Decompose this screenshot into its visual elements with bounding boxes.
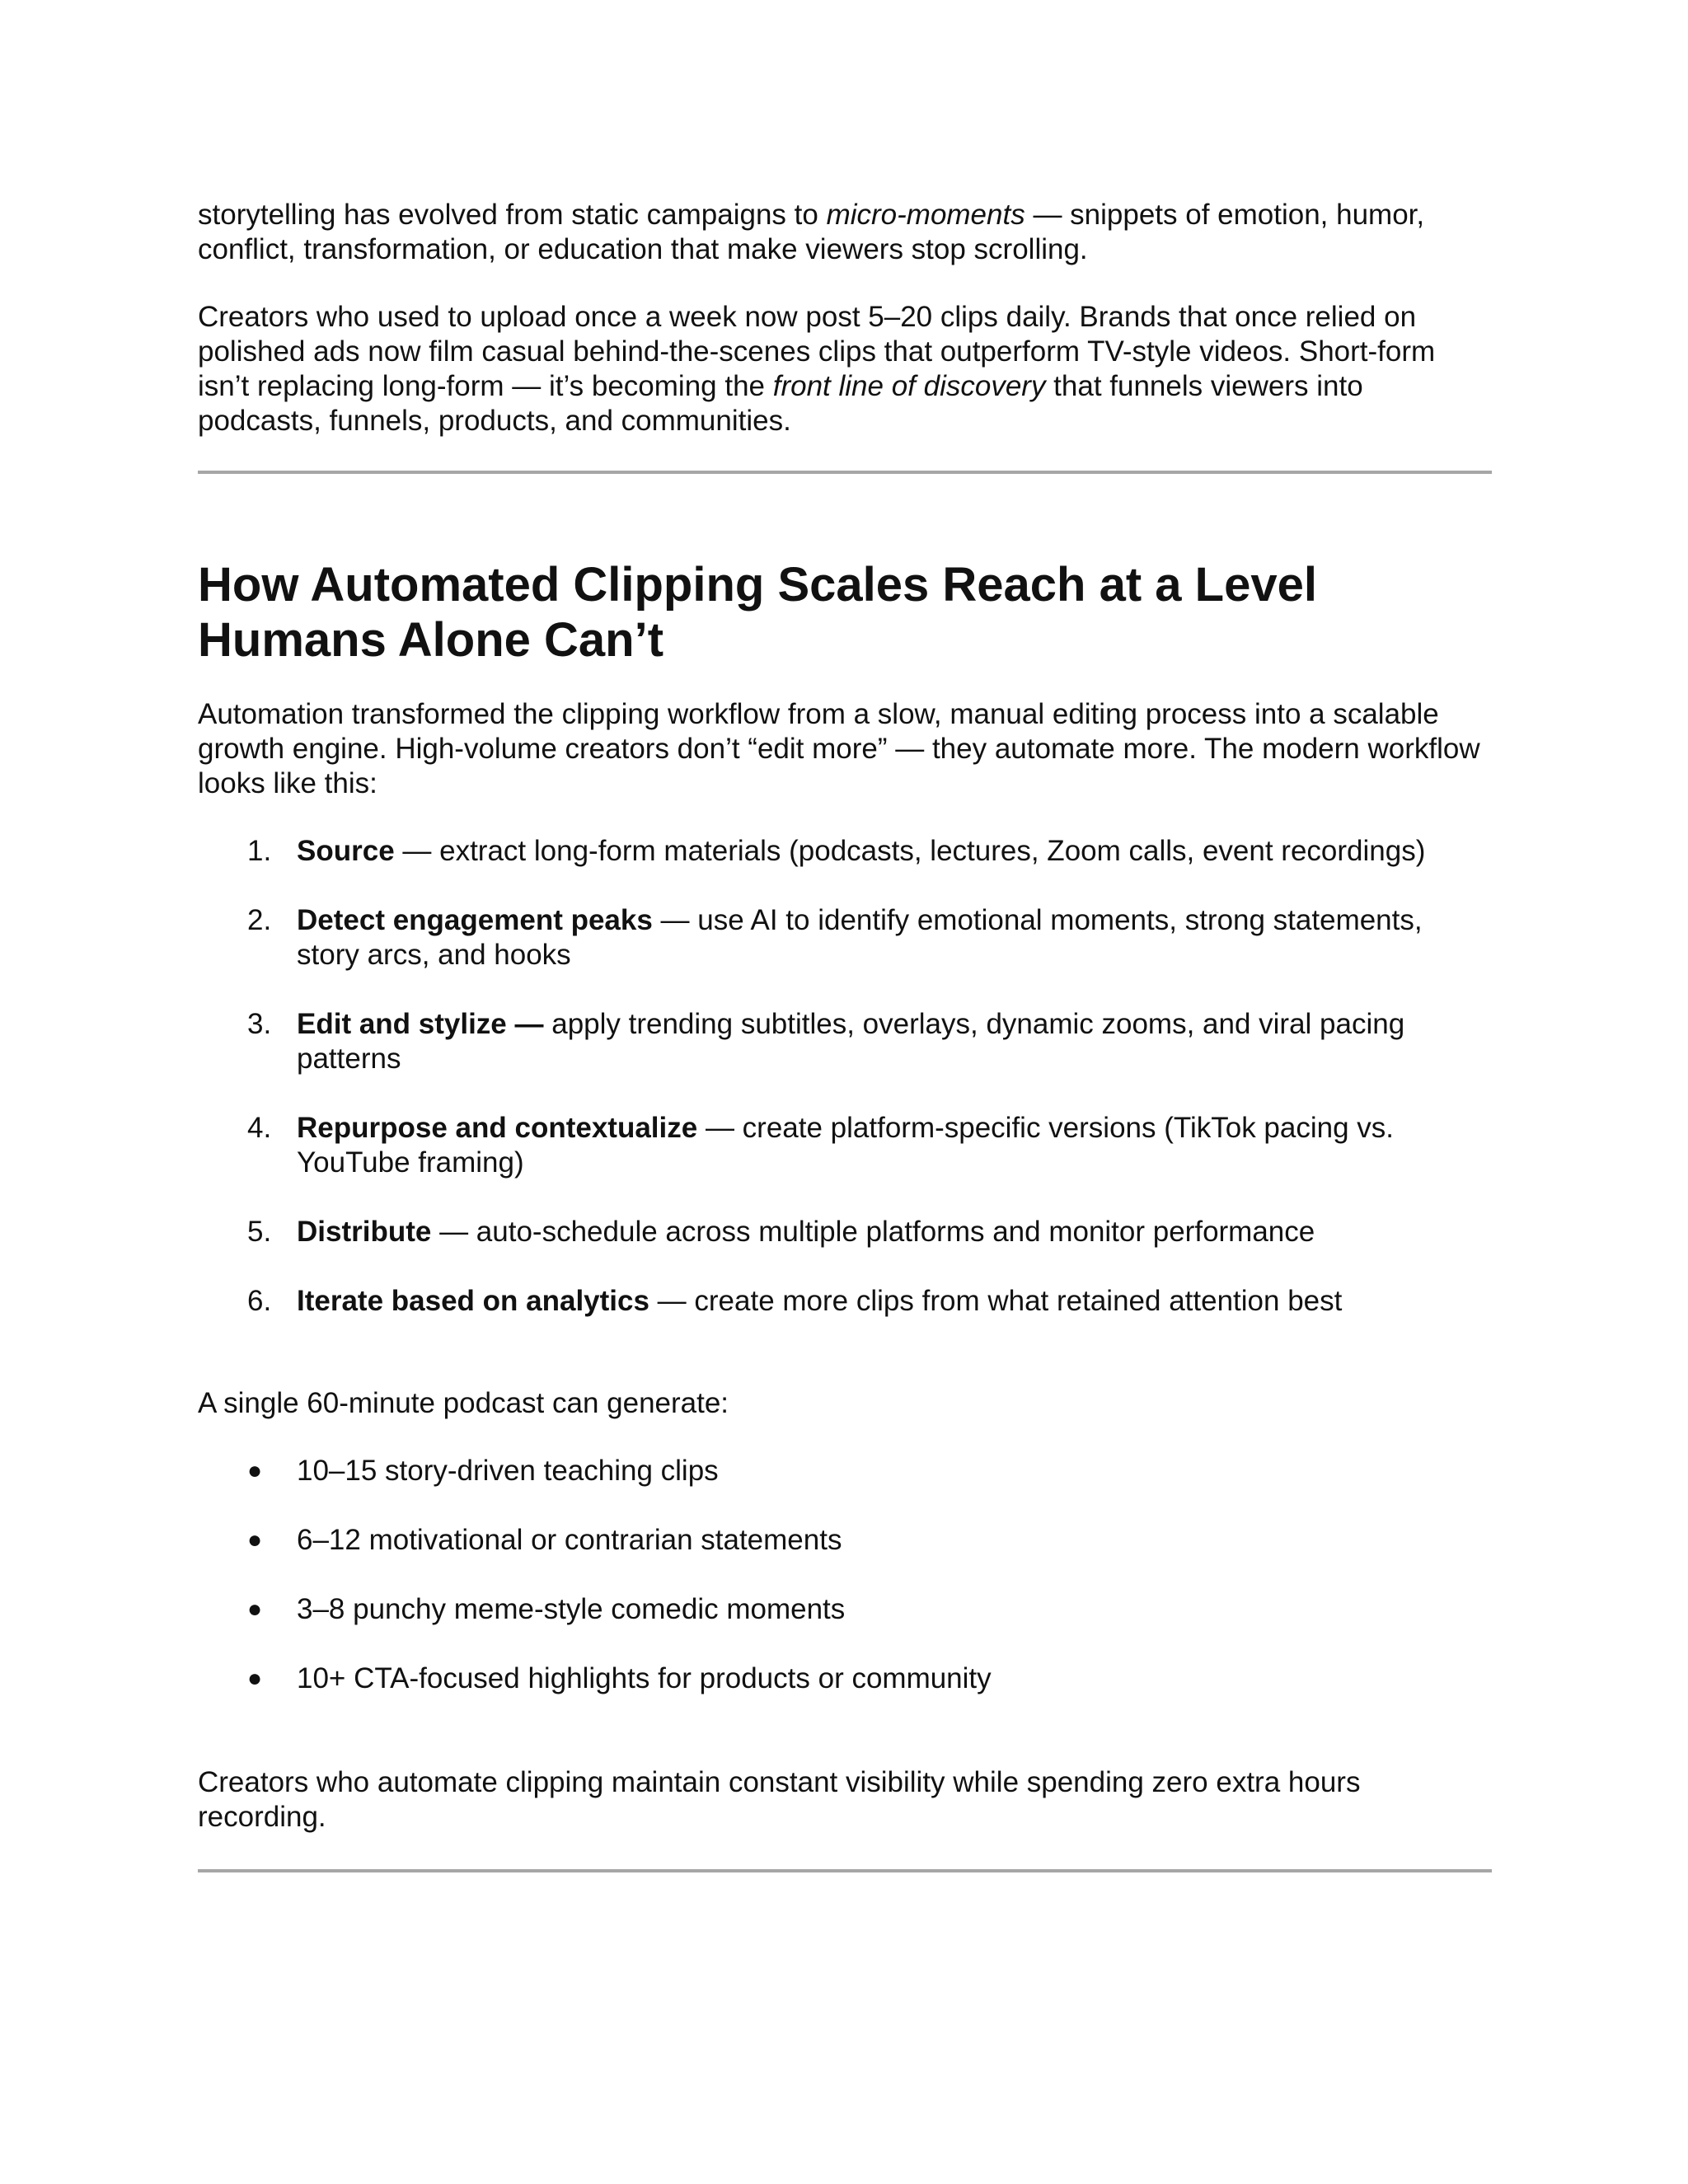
bullet-text: 10+ CTA-focused highlights for products or community bbox=[297, 1662, 992, 1694]
workflow-step bbox=[198, 834, 1492, 869]
intro-paragraph-1 bbox=[198, 198, 1492, 267]
bullet-icon: ● bbox=[247, 1596, 263, 1623]
step-description: — extract long-form materials (podcasts, lectures, Zoom calls, event recordings) bbox=[394, 835, 1426, 867]
step-number: 6. bbox=[247, 1285, 272, 1317]
step-number: 4. bbox=[247, 1112, 272, 1144]
bullet-text: 3–8 punchy meme-style comedic moments bbox=[297, 1593, 846, 1625]
bullet-icon: ● bbox=[247, 1526, 263, 1554]
step-title: Edit and stylize — bbox=[297, 1008, 544, 1040]
intro-p2-emphasis: front line of discovery bbox=[772, 370, 1046, 402]
workflow-step bbox=[198, 1111, 1492, 1180]
step-number: 1. bbox=[247, 835, 272, 867]
section-heading-line-1: How Automated Clipping Scales Reach at a Level bbox=[198, 558, 1317, 612]
step-description: — auto-schedule across multiple platforms and monitor performance bbox=[431, 1216, 1315, 1248]
step-number: 2. bbox=[247, 904, 272, 936]
bullet-icon: ● bbox=[247, 1665, 263, 1692]
workflow-step bbox=[198, 1284, 1492, 1319]
section-heading bbox=[198, 557, 1492, 668]
step-title: Iterate based on analytics bbox=[297, 1285, 649, 1317]
step-title: Repurpose and contextualize bbox=[297, 1112, 698, 1144]
list-item bbox=[198, 1454, 1492, 1488]
intro-p2-text-b: that funnels viewers into podcasts, funnels, products, and communities. bbox=[198, 370, 1363, 437]
step-description: apply trending subtitles, overlays, dynamic zooms, and viral pacing patterns bbox=[297, 1008, 1405, 1075]
list-item bbox=[198, 1661, 1492, 1696]
workflow-step bbox=[198, 1215, 1492, 1249]
closing-paragraph: Creators who automate clipping maintain constant visibility while spending zero extra hours recording. bbox=[198, 1766, 1361, 1833]
intro-p1-text-b: — snippets of emotion, humor, conflict, transformation, or education that make viewers stop scrolling. bbox=[198, 199, 1425, 265]
workflow-step bbox=[198, 903, 1492, 972]
step-description: — create platform-specific versions (TikTok pacing vs. YouTube framing) bbox=[297, 1112, 1395, 1179]
step-title: Distribute bbox=[297, 1216, 432, 1248]
workflow-step bbox=[198, 1007, 1492, 1076]
step-title: Source bbox=[297, 835, 395, 867]
step-description: — create more clips from what retained attention best bbox=[649, 1285, 1343, 1317]
step-description: — use AI to identify emotional moments, strong statements, story arcs, and hooks bbox=[297, 904, 1423, 971]
step-title: Detect engagement peaks bbox=[297, 904, 653, 936]
intro-paragraph-2 bbox=[198, 300, 1492, 438]
section-divider-top bbox=[198, 471, 1492, 474]
podcast-intro-paragraph: A single 60-minute podcast can generate: bbox=[198, 1387, 729, 1419]
section-heading-line-2: Humans Alone Can’t bbox=[198, 613, 664, 667]
list-item bbox=[198, 1523, 1492, 1558]
bullet-icon: ● bbox=[247, 1457, 263, 1484]
bullet-text: 6–12 motivational or contrarian statements bbox=[297, 1524, 842, 1556]
section-divider-bottom bbox=[198, 1869, 1492, 1872]
bullet-text: 10–15 story-driven teaching clips bbox=[297, 1455, 719, 1487]
section-lead-paragraph: Automation transformed the clipping workflow from a slow, manual editing process into a scalable growth engine. High-volume creators don’t “edit more” — they automate more. The modern workflow looks like this: bbox=[198, 698, 1480, 799]
intro-p1-emphasis: micro-moments bbox=[826, 199, 1025, 231]
intro-p2-text-a: Creators who used to upload once a week now post 5–20 clips daily. Brands that once relied on polished ads now film casual behind-the-scenes clips that outperform TV-style videos. Short-form isn’t replacing long-form — it’s becoming the bbox=[198, 301, 1436, 402]
step-number: 3. bbox=[247, 1008, 272, 1040]
step-number: 5. bbox=[247, 1216, 272, 1248]
list-item bbox=[198, 1592, 1492, 1627]
intro-p1-text-a: storytelling has evolved from static campaigns to bbox=[198, 199, 827, 231]
